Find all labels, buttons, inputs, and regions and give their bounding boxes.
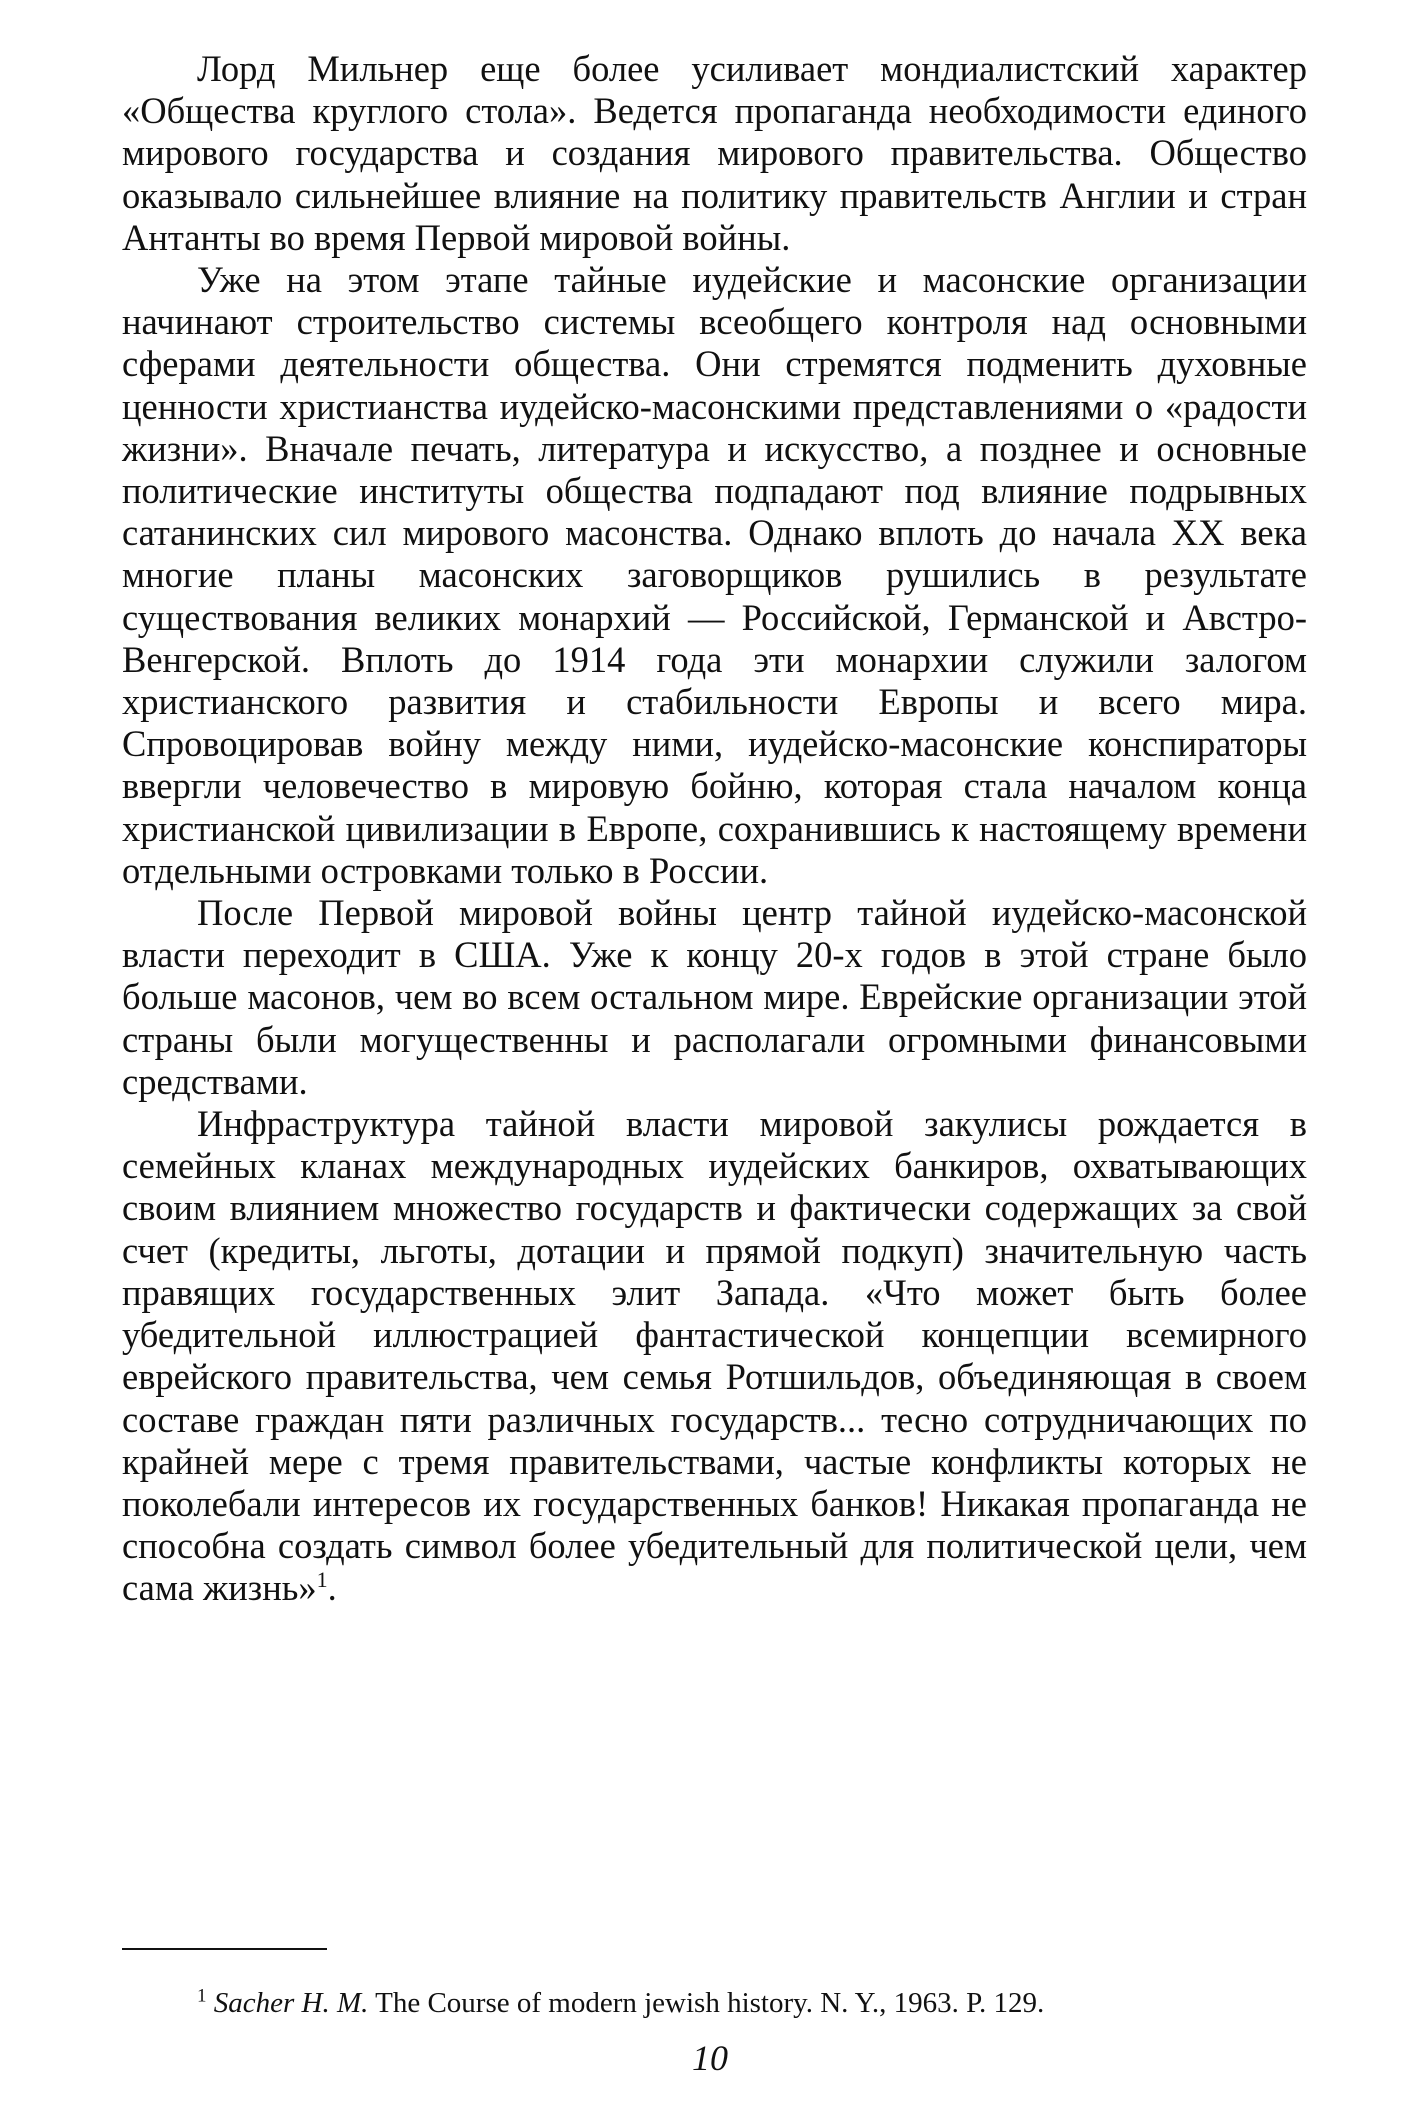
footnote-divider bbox=[122, 1948, 327, 1950]
paragraph-2: Уже на этом этапе тайные иудейские и масонские организации начинают строительство системы всеобщего контроля над основными сферами деятельности общества. Они стремятся подменить духовные ценности христианства иудейско-масонскими представлениями о «радости жизни». Вначале печать, литература и искусство, а позднее и основные политические институты общества подпадают под влияние подрывных сатанинских сил мирового масонства. Однако вплоть до начала XX века многие планы масонских заговорщиков рушились в результате существования великих монархий — Российской, Германской и Австро-Венгерской. Вплоть до 1914 года эти монархии служили залогом христианского развития и стабильности Европы и всего мира. Спровоцировав войну между ними, иудейско-масонские конспираторы ввергли человечество в мировую бойню, которая стала началом конца христианской цивилизации в Европе, сохранившись к настоящему времени отдельными островками только в России. bbox=[122, 259, 1307, 891]
page-number: 10 bbox=[692, 2038, 728, 2078]
paragraph-1: Лорд Мильнер еще более усиливает мондиалистский характер «Общества круглого стола». Ведется пропаганда необходимости единого мирового государства и создания мирового правительства. Общество оказывало сильнейшее влияние на политику правительств Англии и стран Антанты во время Первой мировой войны. bbox=[122, 48, 1307, 258]
footnote-text: The Course of modern jewish history. N. Y., 1963. P. 129. bbox=[368, 1987, 1045, 2019]
footnote-author: Sacher H. M. bbox=[213, 1987, 369, 2019]
footnote-number: 1 bbox=[197, 1985, 207, 2007]
paragraph-4: Инфраструктура тайной власти мировой закулисы рождается в семейных кланах международных иудейских банкиров, охватывающих своим влиянием множество государств и фактически содержащих за свой счет (кредиты, льготы, дотации и прямой подкуп) значительную часть правящих государственных элит Запада. «Что может быть более убедительной иллюстрацией фантастической концепции всемирного еврейского правительства, чем семья Ротшильдов, объединяющая в своем составе граждан пяти различных государств... тесно сотрудничающих по крайней мере с тремя правительствами, частые конфликты которых не поколебали интересов их государственных банков! Никакая пропаганда не способна создать символ более убедительный для политической цели, чем сама жизнь» bbox=[122, 1103, 1307, 1609]
main-text bbox=[122, 48, 1307, 1610]
paragraph-4-wrapper: Инфраструктура тайной власти мировой закулисы рождается в семейных кланах международных иудейских банкиров, охватывающих своим влиянием множество государств и фактически содержащих за свой счет (кредиты, льготы, дотации и прямой подкуп) значительную часть правящих государственных элит Запада. «Что может быть более убедительной иллюстрацией фантастической концепции всемирного еврейского правительства, чем семья Ротшильдов, объединяющая в своем составе граждан пяти различных государств... тесно сотрудничающих по крайней мере с тремя правительствами, частые конфликты которых не поколебали интересов их государственных банков! Никакая пропаганда не способна создать символ более убедительный для политической цели, чем сама жизнь»$^1$. bbox=[122, 1103, 1307, 1609]
paragraph-3: После Первой мировой войны центр тайной иудейско-масонской власти переходит в США. Уже к концу 20-х годов в этой стране было больше масонов, чем во всем остальном мире. Еврейские организации этой страны были могущественны и располагали огромными финансовыми средствами. bbox=[122, 892, 1307, 1102]
footnote-reference[interactable]: 1 bbox=[316, 1567, 328, 1593]
footnote bbox=[122, 1986, 1307, 2020]
